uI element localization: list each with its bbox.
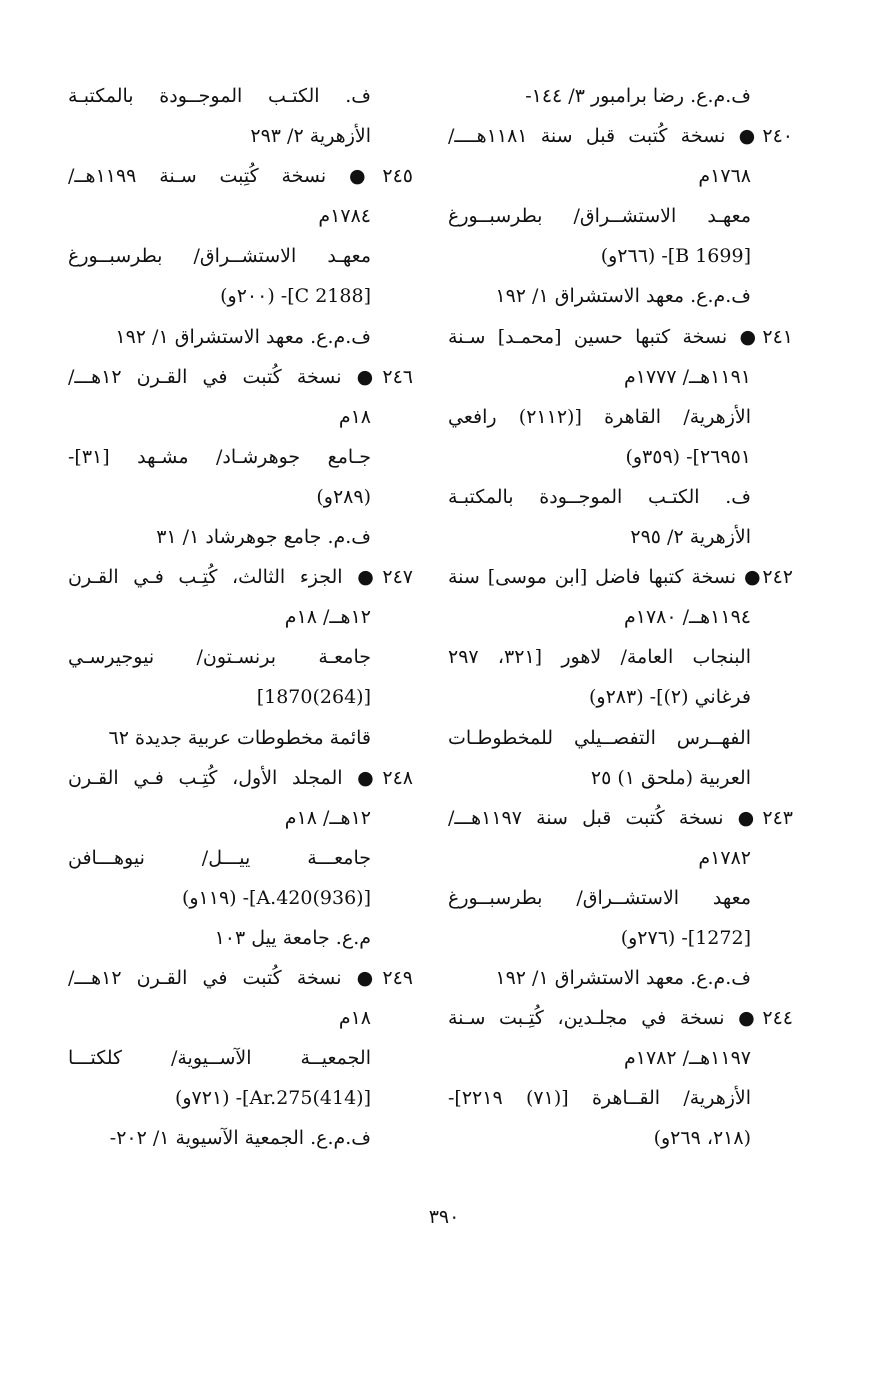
text-line: معهـد الاستشــراق/ بطرسبــورغ: [68, 245, 371, 268]
text-line: [(936)A.420]- (١١٩و): [181, 886, 371, 909]
text-line: معهـد الاستشــراق/ بطرسبــورغ: [448, 205, 751, 228]
text-line: جامعـة برنسـتون/ نيوجيرسـي: [68, 646, 371, 669]
entry-line: ٢٤٥● نسخة كُتِبت سـنة ١١٩٩هــ/: [68, 165, 413, 188]
text-line: الجمعيــة الآســيوية/ كلكتـــا: [68, 1047, 371, 1070]
entry-line: ٢٤٤● نسخة في مجلـدين، كُتِـبت سـنة: [448, 1007, 793, 1030]
entry-line: ٢٤٠● نسخة كُتبت قبل سنة ١١٨١هــــ/: [448, 125, 793, 148]
text-line: ف. الكتـب الموجــودة بالمكتبـة: [68, 85, 371, 107]
text-line: ١٧٨٢م: [698, 846, 751, 869]
entry-line: ٢٤٣● نسخة كُتبت قبل سنة ١١٩٧هـــ/: [448, 806, 793, 829]
text-line: جـامع جوهرشـاد/ مشـهد [٣١]-: [68, 445, 371, 468]
text-line: ١٧٦٨م: [698, 165, 751, 188]
text-line: ١١٩٤هــ/ ١٧٨٠م: [623, 606, 751, 629]
text-line: الأزهرية/ القاهرة [(٢١١٢) رافعي: [448, 405, 751, 428]
text-line: [B 1699]- (٢٦٦و): [600, 245, 751, 268]
text-line: ١٢هــ/ ١٨م: [284, 806, 371, 829]
text-line: الأزهرية ٢/ ٢٩٣: [250, 125, 371, 148]
entry-line: ٢٤٨● المجلد الأول، كُتِـب فـي القـرن: [68, 766, 413, 789]
entry-line: ٢٤٩● نسخة كُتبت في القـرن ١٢هـــ/: [68, 967, 413, 990]
entry-line: ٢٤١● نسخة كتبها حسين [محمـد] سـنة: [448, 325, 793, 348]
text-line: ف.م.ع. الجمعية الآسيوية ١/ ٢٠٢-: [109, 1127, 371, 1150]
text-line: الأزهرية ٢/ ٢٩٥: [630, 526, 751, 549]
text-line: فرغاني (٢)]- (٢٨٣و): [588, 686, 751, 709]
text-line: معهد الاستشــراق/ بطرسبــورغ: [448, 886, 751, 909]
text-line: الأزهرية/ القــاهرة [(٧١) ٢٢١٩]-: [448, 1087, 752, 1110]
text-line: البنجاب العامة/ لاهور [٣٢١، ٢٩٧: [448, 646, 751, 669]
text-line: ف.م.ع. معهد الاستشراق ١/ ١٩٢: [115, 325, 371, 348]
entry-line: ٢٤٦● نسخة كُتبت في القـرن ١٢هـــ/: [68, 365, 413, 388]
text-line: العربية (ملحق ١) ٢٥: [590, 766, 751, 789]
text-line: [(414)Ar.275]- (٧٢١و): [174, 1087, 371, 1110]
left-column: [68, 76, 413, 1159]
text-line: ١١٩١هــ/ ١٧٧٧م: [623, 365, 751, 388]
text-line: ف.م. جامع جوهرشاد ١/ ٣١: [156, 526, 371, 549]
text-line: ف. الكتـب الموجــودة بالمكتبـة: [448, 485, 751, 508]
text-line: ٢٦٩٥١]- (٣٥٩و): [625, 445, 751, 468]
text-line: ١٨م: [338, 1007, 371, 1030]
entry-line: ٢٤٧● الجزء الثالث، كُتِـب فـي القـرن: [68, 566, 413, 589]
text-line: ١١٩٧هــ/ ١٧٨٢م: [623, 1047, 751, 1070]
text-line: ١٧٨٤م: [318, 205, 371, 228]
text-line: [(264)1870]: [256, 686, 371, 709]
text-line: ف.م.ع. رضا برامبور ٣/ ١٤٤-: [525, 85, 751, 107]
text-line: (٢١٨، ٢٦٩و): [653, 1127, 751, 1150]
text-line: (٢٨٩و): [316, 485, 371, 508]
text-line: م.ع. جامعة ييل ١٠٣: [214, 926, 371, 949]
entry-line: ٢٤٢● نسخة كتبها فاضل [ابن موسى] سنة: [448, 566, 793, 589]
text-line: ف.م.ع. معهد الاستشراق ١/ ١٩٢: [495, 285, 751, 308]
page-number: ٣٩٠: [428, 1206, 460, 1228]
text-line: جامعـــة ييـــل/ نيوهـــافن: [68, 846, 371, 869]
text-line: ١٨م: [338, 405, 371, 428]
text-line: قائمة مخطوطات عربية جديدة ٦٢: [108, 726, 371, 749]
text-line: ف.م.ع. معهد الاستشراق ١/ ١٩٢: [495, 967, 751, 990]
text-line: الفهــرس التفصــيلي للمخطوطـات: [448, 726, 751, 749]
text-line: ١٢هــ/ ١٨م: [284, 606, 371, 629]
text-line: [1272]- (٢٧٦و): [620, 926, 751, 949]
text-line: [C 2188]- (٢٠٠و): [220, 285, 371, 308]
right-column: [448, 76, 793, 1159]
